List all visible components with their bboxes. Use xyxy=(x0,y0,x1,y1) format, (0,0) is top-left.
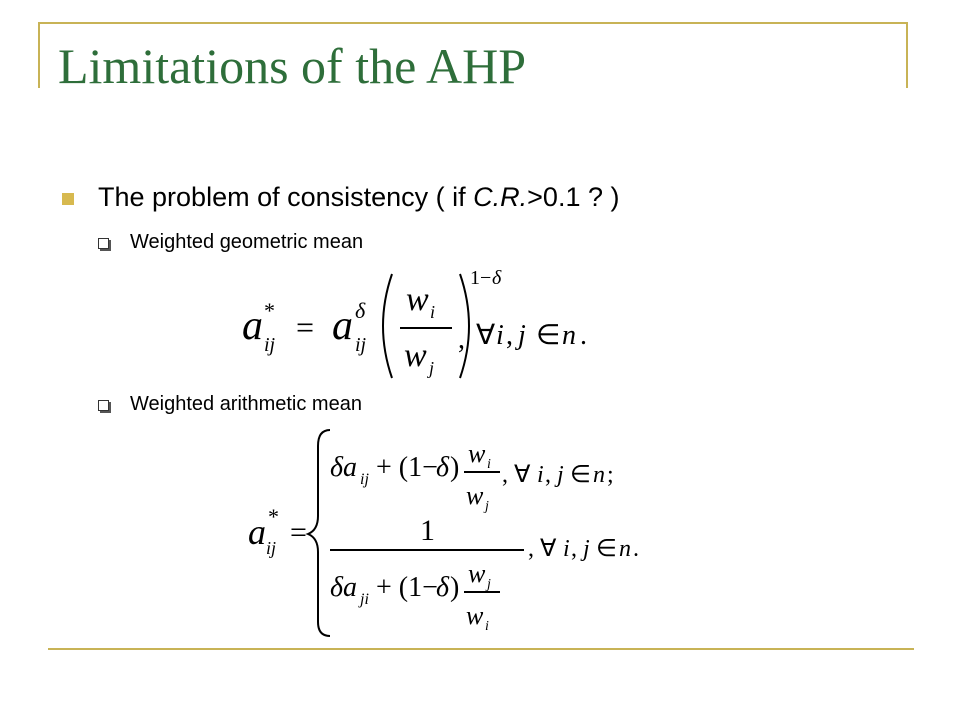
svg-text:i: i xyxy=(485,619,489,634)
svg-text:n: n xyxy=(619,536,631,562)
svg-text:δ: δ xyxy=(492,267,502,289)
svg-text:δ: δ xyxy=(436,452,450,483)
sub-bullet-box-icon xyxy=(98,238,109,249)
svg-text:, ∀: , ∀ xyxy=(528,536,557,562)
svg-text:+ (1−: + (1− xyxy=(376,452,438,483)
svg-text:j: j xyxy=(485,499,489,514)
svg-text:δ: δ xyxy=(436,572,450,603)
bullet-consistency xyxy=(98,180,619,214)
svg-text:n: n xyxy=(562,320,576,351)
bullet-text-suffix: >0.1 ? ) xyxy=(527,182,620,212)
svg-text:w: w xyxy=(466,481,484,510)
sub-bullet-arithmetic-mean: Weighted arithmetic mean xyxy=(130,393,362,415)
slide-frame-top-line xyxy=(38,22,908,24)
svg-text:w: w xyxy=(406,281,429,318)
svg-text:a: a xyxy=(248,512,266,552)
svg-text:1: 1 xyxy=(420,514,435,547)
svg-text:ij: ij xyxy=(355,334,367,356)
svg-text:,: , xyxy=(458,324,465,355)
svg-text:δa: δa xyxy=(330,572,358,603)
svg-text:a: a xyxy=(332,303,353,349)
slide-title: Limitations of the AHP xyxy=(58,38,527,94)
svg-text:j: j xyxy=(583,536,590,562)
svg-text:i: i xyxy=(496,320,504,351)
bullet-square-icon xyxy=(62,193,74,205)
svg-text:δa: δa xyxy=(330,452,358,483)
svg-text:ij: ij xyxy=(264,334,276,356)
svg-text:i: i xyxy=(563,536,570,562)
svg-text:,: , xyxy=(506,320,513,351)
equation-arithmetic-mean xyxy=(244,426,664,640)
svg-text:δ: δ xyxy=(355,298,366,323)
svg-text:n: n xyxy=(593,462,605,488)
svg-text:): ) xyxy=(450,572,460,603)
svg-text:, ∀: , ∀ xyxy=(502,462,531,488)
svg-text:,: , xyxy=(571,536,577,562)
svg-text:*: * xyxy=(268,504,279,529)
svg-text:ij: ij xyxy=(360,471,369,488)
svg-text:i: i xyxy=(430,302,436,322)
svg-text:=: = xyxy=(290,516,307,549)
svg-text:j: j xyxy=(557,462,564,488)
svg-text:ji: ji xyxy=(360,591,369,608)
svg-text:w: w xyxy=(468,439,486,468)
svg-text:.: . xyxy=(633,536,639,562)
svg-text:j: j xyxy=(429,358,435,378)
svg-text:a: a xyxy=(242,303,263,349)
svg-text:w: w xyxy=(404,337,427,374)
svg-text:j: j xyxy=(518,320,526,351)
svg-text:): ) xyxy=(450,452,460,483)
svg-text:w: w xyxy=(466,601,484,630)
svg-text:∈: ∈ xyxy=(596,536,617,562)
svg-text:+ (1−: + (1− xyxy=(376,572,438,603)
slide-frame-left-line xyxy=(38,22,40,88)
bullet-text-prefix: The problem of consistency ( if xyxy=(98,182,474,212)
svg-text:w: w xyxy=(468,559,486,588)
svg-text:j: j xyxy=(487,577,491,592)
svg-text:,: , xyxy=(545,462,551,488)
slide-frame-bottom-line xyxy=(48,648,914,650)
sub-bullet-box-icon xyxy=(98,400,109,411)
svg-text:ij: ij xyxy=(266,538,277,558)
equation-geometric-mean xyxy=(240,256,620,386)
slide-frame-right-line xyxy=(906,22,908,88)
svg-text:;: ; xyxy=(607,462,614,488)
sub-bullet-geometric-mean: Weighted geometric mean xyxy=(130,231,364,253)
svg-text:1−: 1− xyxy=(470,267,492,289)
svg-text:.: . xyxy=(580,320,587,351)
svg-text:∈: ∈ xyxy=(570,462,591,488)
svg-text:∈: ∈ xyxy=(536,320,561,351)
svg-text:∀: ∀ xyxy=(476,320,496,351)
svg-text:i: i xyxy=(487,457,491,472)
bullet-text-italic: C.R. xyxy=(473,182,528,212)
svg-text:=: = xyxy=(296,309,315,345)
svg-text:*: * xyxy=(264,298,275,323)
svg-text:i: i xyxy=(537,462,544,488)
